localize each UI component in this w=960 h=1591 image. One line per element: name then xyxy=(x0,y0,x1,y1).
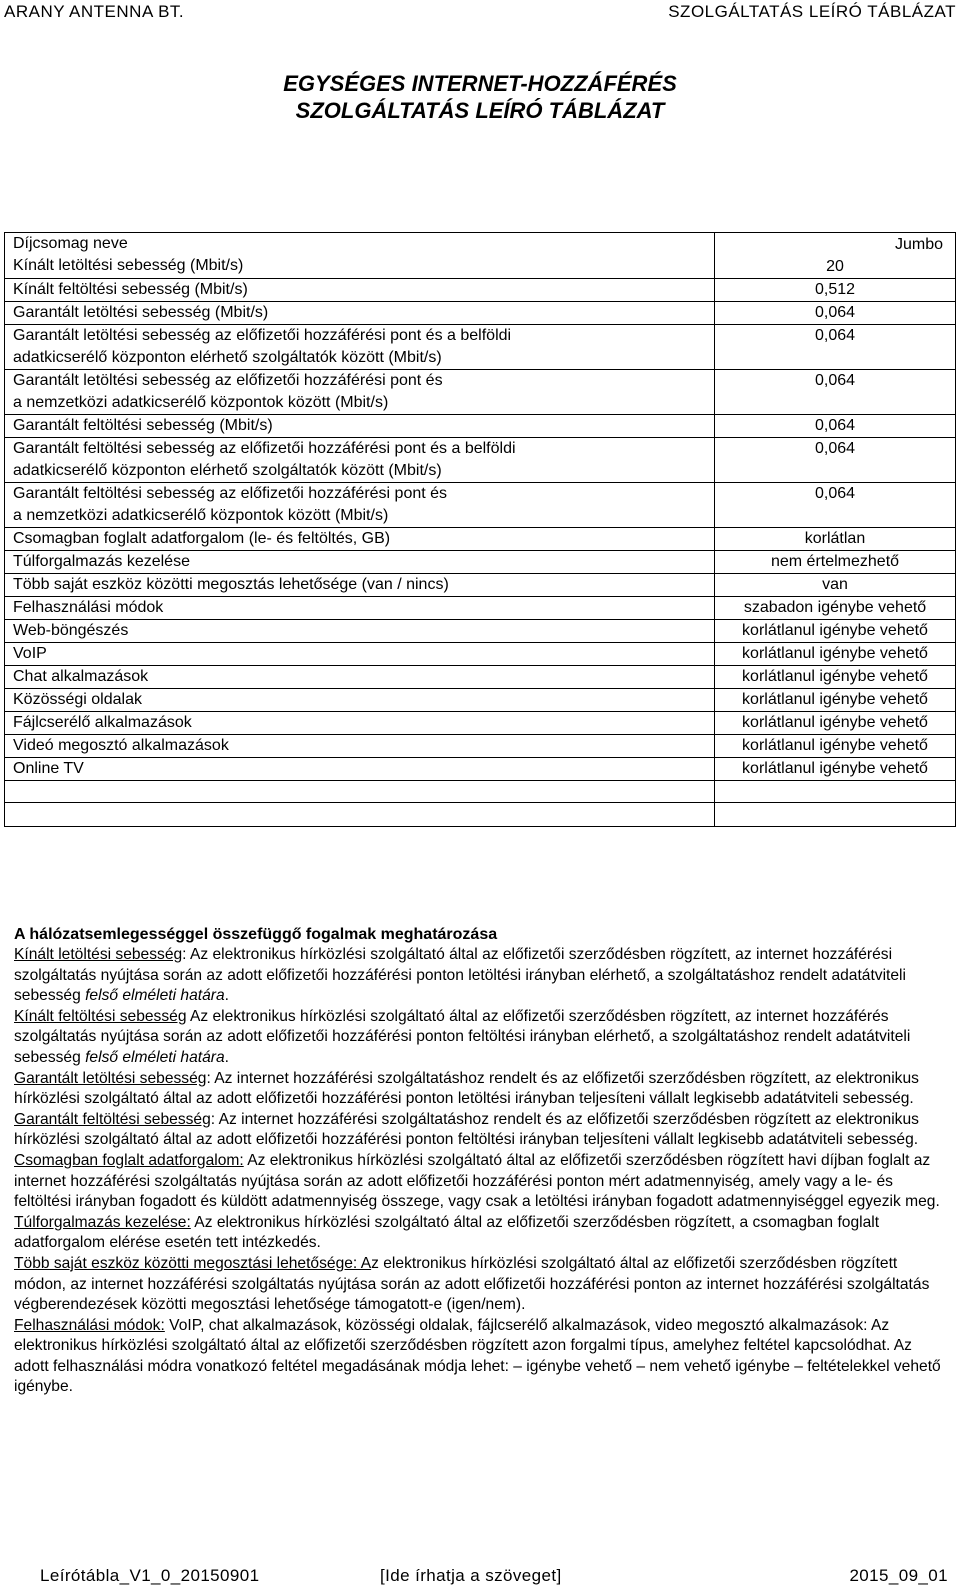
definition-term: Túlforgalmazás kezelése: xyxy=(14,1213,191,1231)
row-label-cell xyxy=(5,712,715,735)
row-label-cell xyxy=(5,643,715,666)
row-value: korlátlanul igénybe vehető xyxy=(742,622,928,639)
row-label: Csomagban foglalt adatforgalom (le- és feltöltés, GB) xyxy=(13,530,391,547)
row-label-cell xyxy=(5,233,715,279)
footer-date: 2015_09_01 xyxy=(849,1566,948,1585)
definition-sep: : xyxy=(182,946,190,963)
definition-text: z elektronikus hírközlési szolgáltató által az előfizetői szerződésben rögzített módon, az internet hozzáférési szolgáltatás nyújtása során az adott előfizetői hozzáférési ponton az internet hozzáférési szolgáltatás végberendezések közötti megosztási lehetősége támogatott-e (igen/nem). xyxy=(14,1254,930,1314)
row-value: szabadon igénybe vehető xyxy=(743,599,927,616)
table-row xyxy=(5,302,956,325)
row-value-cell xyxy=(715,483,956,528)
row-label: Garantált letöltési sebesség az előfizetői hozzáférési pont és xyxy=(13,372,443,389)
table-row xyxy=(5,712,956,735)
row-value-cell xyxy=(715,279,956,302)
table-row xyxy=(5,438,956,483)
row-value: van xyxy=(822,576,848,593)
title-line-1: EGYSÉGES INTERNET-HOZZÁFÉRÉS xyxy=(283,71,677,96)
table-row-empty xyxy=(5,781,956,803)
title-line-2: SZOLGÁLTATÁS LEÍRÓ TÁBLÁZAT xyxy=(295,98,665,123)
row-label-cell xyxy=(5,574,715,597)
row-label: Videó megosztó alkalmazások xyxy=(13,737,229,754)
definition-italic: felső elméleti határa xyxy=(85,1048,225,1066)
row-value: 20 xyxy=(826,258,844,275)
row-label: Túlforgalmazás kezelése xyxy=(13,553,190,570)
row-label-cell xyxy=(5,483,715,528)
table-row xyxy=(5,643,956,666)
row-label: adatkicserélő központon elérhető szolgáltatók között (Mbit/s) xyxy=(13,349,442,366)
row-label: Garantált feltöltési sebesség az előfizetői hozzáférési pont és a belföldi xyxy=(13,440,516,457)
row-label: Díjcsomag neve xyxy=(13,235,128,252)
definition-term: Garantált letöltési sebesség xyxy=(14,1069,207,1087)
row-value-cell xyxy=(715,528,956,551)
row-value: Jumbo xyxy=(894,236,943,253)
table-row xyxy=(5,551,956,574)
row-label-cell xyxy=(5,279,715,302)
definition-term: Csomagban foglalt adatforgalom: xyxy=(14,1151,244,1169)
table-row xyxy=(5,597,956,620)
row-value: 0,064 xyxy=(814,440,856,457)
definition-end: . xyxy=(224,987,229,1005)
definition-text: Az internet hozzáférési szolgáltatáshoz rendelt és az előfizetői szerződésben rögzített az elektronikus hírközlési szolgáltató által az adott előfizetői hozzáférési ponton feltöltési irányban teljesíteni vállalt legkisebb adatátviteli sebesség. xyxy=(14,1110,919,1149)
row-label: Chat alkalmazások xyxy=(13,668,149,685)
definition-item xyxy=(14,1213,949,1254)
row-value: 0,064 xyxy=(814,485,856,502)
definition-item xyxy=(14,1110,949,1151)
row-value-cell xyxy=(715,666,956,689)
row-label: a nemzetközi adatkicserélő központok között (Mbit/s) xyxy=(13,507,389,524)
row-value: nem értelmezhető xyxy=(770,553,900,570)
row-value-cell xyxy=(715,551,956,574)
row-value: 0,064 xyxy=(814,372,856,389)
table-row xyxy=(5,483,956,528)
row-label-cell xyxy=(5,325,715,370)
header-doc-title: SZOLGÁLTATÁS LEÍRÓ TÁBLÁZAT xyxy=(668,2,956,21)
table-row xyxy=(5,370,956,415)
empty-cell xyxy=(715,781,956,803)
row-value: korlátlanul igénybe vehető xyxy=(742,645,928,662)
definitions-section xyxy=(14,924,949,1398)
row-value: 0,512 xyxy=(814,281,856,298)
definitions-list xyxy=(14,945,949,1398)
row-label-cell xyxy=(5,689,715,712)
definition-item xyxy=(14,1007,949,1069)
definition-term: Kínált feltöltési sebesség xyxy=(14,1007,187,1025)
footer-doc-id: Leírótábla_V1_0_20150901 xyxy=(40,1566,260,1585)
row-label: a nemzetközi adatkicserélő központok között (Mbit/s) xyxy=(13,394,389,411)
row-value: korlátlanul igénybe vehető xyxy=(742,760,928,777)
row-label-cell xyxy=(5,758,715,781)
row-value: korlátlanul igénybe vehető xyxy=(742,714,928,731)
definition-item xyxy=(14,945,949,1007)
table-row xyxy=(5,735,956,758)
row-value-cell xyxy=(715,758,956,781)
row-value-cell xyxy=(715,415,956,438)
definition-item xyxy=(14,1151,949,1213)
row-value-cell xyxy=(715,370,956,415)
row-value: 0,064 xyxy=(814,304,856,321)
service-table-body xyxy=(5,233,956,827)
row-value: korlátlan xyxy=(804,530,866,547)
empty-cell xyxy=(5,781,715,803)
definition-end: . xyxy=(224,1048,229,1066)
row-label-cell xyxy=(5,370,715,415)
footer-placeholder: [Ide írhatja a szöveget] xyxy=(380,1566,562,1585)
definition-item xyxy=(14,1254,949,1316)
row-value-cell xyxy=(715,438,956,483)
row-label: Garantált letöltési sebesség az előfizetői hozzáférési pont és a belföldi xyxy=(13,327,512,344)
page-footer xyxy=(0,1566,960,1590)
row-label: Több saját eszköz közötti megosztás lehetősége (van / nincs) xyxy=(13,576,449,593)
table-row xyxy=(5,574,956,597)
table-row xyxy=(5,758,956,781)
row-label-cell xyxy=(5,438,715,483)
row-label: Kínált letöltési sebesség (Mbit/s) xyxy=(13,257,244,274)
table-row xyxy=(5,233,956,279)
row-label: Felhasználási módok xyxy=(13,599,164,616)
definition-term: Több saját eszköz közötti megosztási lehetősége: A xyxy=(14,1254,372,1272)
service-table xyxy=(4,232,956,827)
row-value: 0,064 xyxy=(814,327,856,344)
row-label: Garantált letöltési sebesség (Mbit/s) xyxy=(13,304,269,321)
definition-term: Kínált letöltési sebesség xyxy=(14,946,183,963)
row-label: Web-böngészés xyxy=(13,622,129,639)
row-label: Kínált feltöltési sebesség (Mbit/s) xyxy=(13,281,248,298)
definition-item xyxy=(14,1069,949,1110)
row-label: adatkicserélő központon elérhető szolgáltatók között (Mbit/s) xyxy=(13,462,442,479)
row-value-cell xyxy=(715,302,956,325)
row-value-cell xyxy=(715,712,956,735)
row-value: korlátlanul igénybe vehető xyxy=(742,691,928,708)
row-label-cell xyxy=(5,666,715,689)
row-label: Fájlcserélő alkalmazások xyxy=(13,714,192,731)
table-row xyxy=(5,528,956,551)
row-label-cell xyxy=(5,302,715,325)
definition-text: Az elektronikus hírközlési szolgáltató által az előfizetői szerződésben rögzített, a csomagban foglalt adatforgalom elérése esetén tett intézkedés. xyxy=(14,1213,880,1252)
row-label-cell xyxy=(5,597,715,620)
row-label: VoIP xyxy=(13,645,47,662)
row-label-cell xyxy=(5,528,715,551)
row-value: korlátlanul igénybe vehető xyxy=(742,668,928,685)
definition-text: Az elektronikus hírközlési szolgáltató által az előfizetői szerződésben rögzített, az internet hozzáférés szolgáltatás nyújtása során az adott előfizetői hozzáférési ponton feltöltési irányban elérhető, a szolgáltatáshoz rendelt adatátviteli sebesség xyxy=(14,1007,911,1066)
row-label: Közösségi oldalak xyxy=(13,691,142,708)
table-row xyxy=(5,689,956,712)
definition-term: Felhasználási módok: xyxy=(14,1316,165,1334)
page-header xyxy=(0,0,960,30)
page-title xyxy=(0,70,960,124)
definition-sep: : xyxy=(206,1069,215,1087)
row-value-cell xyxy=(715,620,956,643)
row-value-cell xyxy=(715,233,956,279)
definitions-heading: A hálózatsemlegességgel összefüggő fogalmak meghatározása xyxy=(14,926,498,943)
row-label-cell xyxy=(5,735,715,758)
empty-cell xyxy=(715,803,956,827)
definition-text: VoIP, chat alkalmazások, közösségi oldalak, fájlcserélő alkalmazások, video megosztó alkalmazások: Az elektronikus hírközlési szolgáltató által az előfizetői szerződésben rögzített azon forgalmi típus, amelyhez feltétel kapcsolódhat. Az adott felhasználási módra vonatkozó feltétel megadásának módja lehet: – igénybe vehető – nem vehető igénybe – feltételekkel vehető igénybe. xyxy=(14,1316,941,1396)
empty-cell xyxy=(5,803,715,827)
row-label: Garantált feltöltési sebesség (Mbit/s) xyxy=(13,417,273,434)
table-row xyxy=(5,325,956,370)
row-label: Online TV xyxy=(13,760,84,777)
table-row-empty xyxy=(5,803,956,827)
definition-sep: : xyxy=(210,1110,219,1128)
row-label: Garantált feltöltési sebesség az előfizetői hozzáférési pont és xyxy=(13,485,448,502)
row-value: korlátlanul igénybe vehető xyxy=(742,737,928,754)
company-name: ARANY ANTENNA BT. xyxy=(4,2,185,21)
table-row xyxy=(5,415,956,438)
row-value-cell xyxy=(715,643,956,666)
definition-text: Az elektronikus hírközlési szolgáltató által az előfizetői szerződésben rögzített, az internet hozzáférési szolgáltatás nyújtása során az adott előfizetői hozzáférési ponton letöltési irányban elérhető, a szolgáltatáshoz rendelt adatátviteli sebesség xyxy=(14,946,906,1005)
row-label-cell xyxy=(5,620,715,643)
definition-item xyxy=(14,1316,949,1398)
row-value-cell xyxy=(715,735,956,758)
definition-italic: felső elméleti határa xyxy=(85,987,225,1005)
row-value: 0,064 xyxy=(814,417,856,434)
row-value-cell xyxy=(715,597,956,620)
row-value-cell xyxy=(715,325,956,370)
row-value-cell xyxy=(715,689,956,712)
definition-text: Az internet hozzáférési szolgáltatáshoz rendelt és az előfizetői szerződésben rögzített, az elektronikus hírközlési szolgáltató által az adott előfizetői hozzáférési ponton letöltési irányban teljesíteni vállalt legkisebb adatátviteli sebesség. xyxy=(14,1069,919,1108)
table-row xyxy=(5,620,956,643)
definition-term: Garantált feltöltési sebesség xyxy=(14,1110,211,1128)
table-row xyxy=(5,666,956,689)
row-label-cell xyxy=(5,551,715,574)
row-value-cell xyxy=(715,574,956,597)
definition-text: Az elektronikus hírközlési szolgáltató által az előfizetői szerződésben rögzített havi díjban foglalt az internet hozzáférési szolgáltatás nyújtása során az adott előfizetői hozzáférési ponton mért adatmennyiség, amely vagy a le- és feltöltési irányban fogadott és küldött adatmennyiség összege, vagy csak a letöltési irányban fogadott adatmennyiséggel egyezik meg. xyxy=(14,1151,940,1211)
table-row xyxy=(5,279,956,302)
row-label-cell xyxy=(5,415,715,438)
